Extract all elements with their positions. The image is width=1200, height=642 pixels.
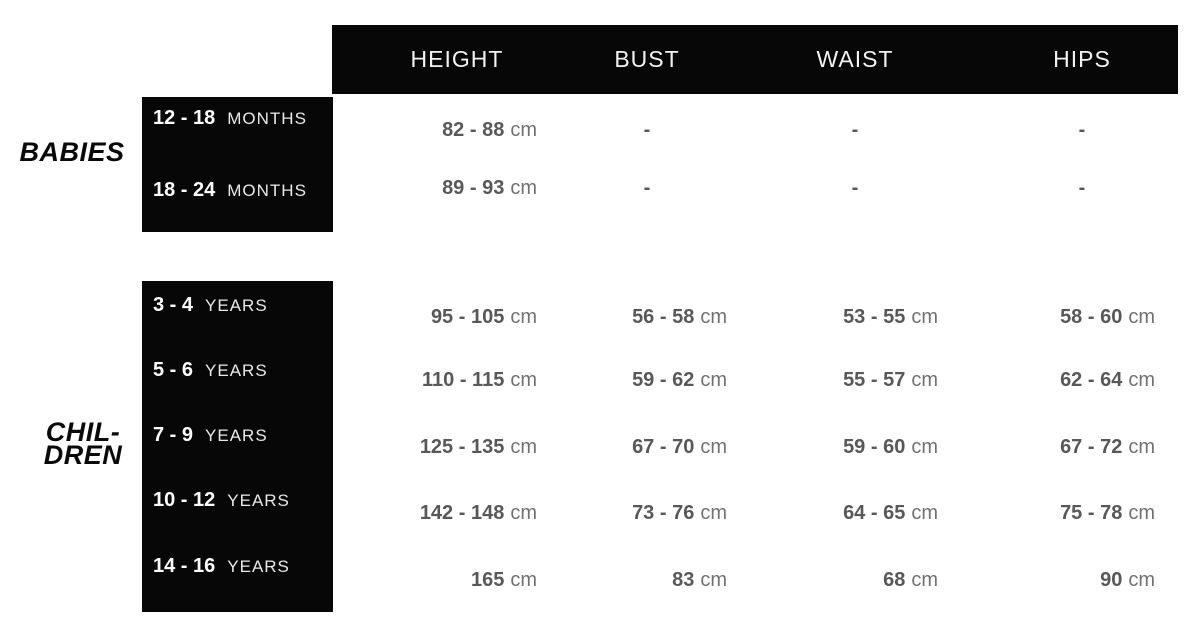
size-range-unit: MONTHS <box>227 109 307 128</box>
column-header-bust: BUST <box>614 46 680 72</box>
table-cell-bust <box>632 434 727 462</box>
cell-value: 110 - 115 <box>422 369 505 391</box>
table-cell-waist <box>843 367 938 395</box>
cell-unit: cm <box>510 177 537 199</box>
cell-unit: cm <box>1128 436 1155 458</box>
cell-value: 95 - 105 <box>430 306 505 328</box>
group-label-text: DREN <box>43 440 123 470</box>
table-cell-height <box>420 500 537 528</box>
size-range: 7 - 9 <box>153 424 194 446</box>
cell-unit: cm <box>700 569 727 591</box>
cell-value: 59 - 60 <box>843 436 906 458</box>
size-range-unit: MONTHS <box>227 181 307 200</box>
cell-unit: cm <box>510 569 537 591</box>
cell-unit: cm <box>700 436 727 458</box>
size-row <box>153 177 307 205</box>
size-range: 5 - 6 <box>153 359 194 381</box>
size-range-unit: YEARS <box>205 296 268 315</box>
cell-unit: cm <box>1128 306 1155 328</box>
table-cell-hips <box>1060 500 1155 528</box>
cell-value: 82 - 88 <box>442 119 505 141</box>
size-range-unit: YEARS <box>227 557 290 576</box>
table-cell-bust <box>632 500 727 528</box>
cell-unit: cm <box>911 306 938 328</box>
cell-value: 165 <box>470 569 505 591</box>
table-cell-hips <box>1060 434 1155 462</box>
table-cell-hips-empty: - <box>1078 119 1086 141</box>
cell-unit: cm <box>911 502 938 524</box>
cell-unit: cm <box>510 369 537 391</box>
cell-value: 53 - 55 <box>843 306 906 328</box>
group-label-text: CHIL- <box>45 417 121 447</box>
cell-value: 83 <box>672 569 695 591</box>
size-range: 3 - 4 <box>153 294 194 316</box>
table-cell-height <box>431 304 537 332</box>
table-cell-hips <box>1060 304 1155 332</box>
cell-unit: cm <box>700 502 727 524</box>
cell-value: 75 - 78 <box>1060 502 1123 524</box>
size-row <box>153 553 290 581</box>
cell-value: 90 <box>1100 569 1123 591</box>
cell-value: 64 - 65 <box>843 502 906 524</box>
cell-unit: cm <box>1128 369 1155 391</box>
cell-value: 89 - 93 <box>442 177 505 199</box>
cell-unit: cm <box>700 369 727 391</box>
table-cell-waist <box>843 500 938 528</box>
size-row <box>153 292 268 320</box>
table-cell-bust <box>632 304 727 332</box>
cell-value: 73 - 76 <box>632 502 695 524</box>
group-label-babies <box>12 137 132 167</box>
cell-value: 67 - 70 <box>632 436 695 458</box>
table-cell-height <box>420 434 537 462</box>
cell-value: 58 - 60 <box>1060 306 1123 328</box>
size-range-unit: YEARS <box>205 426 268 445</box>
size-row <box>153 487 290 515</box>
cell-unit: cm <box>1128 569 1155 591</box>
cell-value: 55 - 57 <box>843 369 906 391</box>
cell-unit: cm <box>510 119 537 141</box>
size-row <box>153 357 268 385</box>
table-cell-hips <box>1100 567 1155 595</box>
table-cell-height <box>422 367 537 395</box>
cell-value: 56 - 58 <box>632 306 695 328</box>
table-cell-height <box>471 567 537 595</box>
column-header-waist: WAIST <box>816 46 894 72</box>
table-cell-waist <box>843 304 938 332</box>
size-range: 10 - 12 <box>153 489 216 511</box>
column-header-height: HEIGHT <box>410 46 504 72</box>
size-range: 12 - 18 <box>153 107 216 129</box>
cell-unit: cm <box>510 436 537 458</box>
group-label-text: BABIES <box>19 137 125 167</box>
table-cell-waist <box>883 567 938 595</box>
size-range-unit: YEARS <box>227 491 290 510</box>
table-cell-bust <box>632 367 727 395</box>
table-cell-bust-empty: - <box>643 177 651 199</box>
table-cell-hips <box>1060 367 1155 395</box>
cell-unit: cm <box>510 502 537 524</box>
size-row <box>153 105 307 133</box>
cell-value: 142 - 148 <box>419 502 505 524</box>
cell-value: 125 - 135 <box>419 436 505 458</box>
table-cell-hips-empty: - <box>1078 177 1086 199</box>
group-label-children <box>33 417 133 470</box>
table-cell-waist <box>843 434 938 462</box>
size-row <box>153 422 268 450</box>
table-cell-waist-empty: - <box>851 177 859 199</box>
cell-unit: cm <box>911 436 938 458</box>
size-range-unit: YEARS <box>205 361 268 380</box>
cell-value: 67 - 72 <box>1060 436 1123 458</box>
cell-unit: cm <box>700 306 727 328</box>
table-cell-height <box>442 117 537 145</box>
cell-unit: cm <box>1128 502 1155 524</box>
table-cell-waist-empty: - <box>851 119 859 141</box>
cell-value: 68 <box>883 569 906 591</box>
cell-value: 59 - 62 <box>632 369 695 391</box>
size-range: 14 - 16 <box>153 555 216 577</box>
cell-unit: cm <box>911 569 938 591</box>
size-range: 18 - 24 <box>153 179 216 201</box>
table-cell-height <box>442 175 537 203</box>
column-header-hips: HIPS <box>1053 46 1111 72</box>
cell-value: 62 - 64 <box>1060 369 1123 391</box>
table-cell-bust-empty: - <box>643 119 651 141</box>
table-cell-bust <box>672 567 727 595</box>
cell-unit: cm <box>510 306 537 328</box>
cell-unit: cm <box>911 369 938 391</box>
